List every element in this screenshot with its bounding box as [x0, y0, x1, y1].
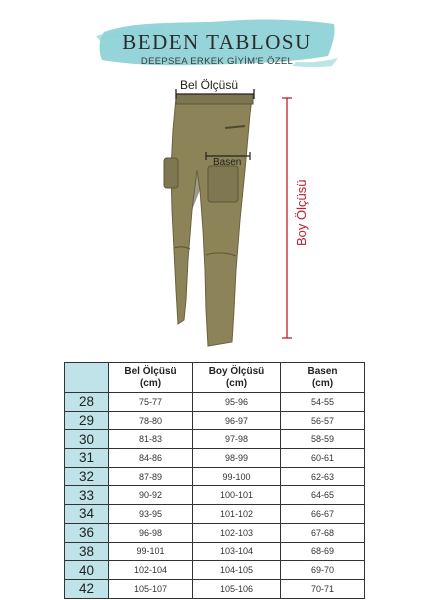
hip-cell: 62-63 [281, 467, 365, 486]
hip-cell: 54-55 [281, 393, 365, 412]
table-row [65, 579, 365, 598]
waist-measure-label: Bel Ölçüsü [180, 78, 239, 92]
size-cell: 36 [65, 523, 109, 542]
length-measure-label: Boy Ölçüsü [294, 179, 309, 246]
column-header-hip [281, 363, 365, 393]
size-cell: 31 [65, 449, 109, 468]
size-cell: 32 [65, 467, 109, 486]
waist-cell: 93-95 [109, 505, 193, 524]
length-cell: 97-98 [193, 430, 281, 449]
hip-cell: 67-68 [281, 523, 365, 542]
hip-cell: 66-67 [281, 505, 365, 524]
length-cell: 103-104 [193, 542, 281, 561]
cargo-pants-image [0, 70, 424, 360]
length-cell: 102-103 [193, 523, 281, 542]
waist-cell: 84-86 [109, 449, 193, 468]
hip-cell: 64-65 [281, 486, 365, 505]
column-header-unit: (cm) [225, 377, 248, 389]
pants-illustration [0, 70, 424, 360]
table-row [65, 542, 365, 561]
length-cell: 96-97 [193, 411, 281, 430]
column-header-waist [109, 363, 193, 393]
waist-cell: 105-107 [109, 579, 193, 598]
table-header-row [65, 363, 365, 393]
size-cell: 33 [65, 486, 109, 505]
table-row [65, 505, 365, 524]
table-row [65, 430, 365, 449]
hip-cell: 68-69 [281, 542, 365, 561]
column-header-line: Boy Ölçüsü [208, 365, 265, 377]
length-cell: 98-99 [193, 449, 281, 468]
hip-cell: 70-71 [281, 579, 365, 598]
table-row [65, 411, 365, 430]
hip-cell: 56-57 [281, 411, 365, 430]
column-header-unit: (cm) [311, 377, 334, 389]
brand-subtitle: DEEPSEA ERKEK GİYİM'E ÖZEL [140, 56, 294, 67]
length-cell: 105-106 [193, 579, 281, 598]
waist-cell: 96-98 [109, 523, 193, 542]
hip-measure-label: Basen [213, 157, 242, 168]
waist-cell: 75-77 [109, 393, 193, 412]
hip-cell: 58-59 [281, 430, 365, 449]
size-chart-table [64, 362, 365, 599]
size-cell: 42 [65, 579, 109, 598]
waist-cell: 78-80 [109, 411, 193, 430]
brand-banner [96, 12, 338, 72]
size-cell: 40 [65, 561, 109, 580]
hip-cell: 69-70 [281, 561, 365, 580]
length-cell: 99-100 [193, 467, 281, 486]
length-cell: 101-102 [193, 505, 281, 524]
table-row [65, 393, 365, 412]
table-row [65, 467, 365, 486]
size-cell: 34 [65, 505, 109, 524]
size-cell: 38 [65, 542, 109, 561]
waist-cell: 87-89 [109, 467, 193, 486]
column-header-length [193, 363, 281, 393]
size-chart-body [65, 393, 365, 599]
size-cell: 28 [65, 393, 109, 412]
size-cell: 29 [65, 411, 109, 430]
waist-cell: 90-92 [109, 486, 193, 505]
table-row [65, 561, 365, 580]
waist-cell: 81-83 [109, 430, 193, 449]
length-cell: 104-105 [193, 561, 281, 580]
hip-cell: 60-61 [281, 449, 365, 468]
brand-title: BEDEN TABLOSU [122, 30, 312, 54]
column-header-unit: (cm) [139, 377, 162, 389]
waist-cell: 102-104 [109, 561, 193, 580]
table-row [65, 486, 365, 505]
waist-cell: 99-101 [109, 542, 193, 561]
column-header-line: Basen [307, 365, 338, 377]
table-row [65, 523, 365, 542]
table-row [65, 449, 365, 468]
length-cell: 100-101 [193, 486, 281, 505]
table-corner-cell [65, 363, 109, 393]
column-header-line: Bel Ölçüsü [124, 365, 177, 377]
size-cell: 30 [65, 430, 109, 449]
length-cell: 95-96 [193, 393, 281, 412]
